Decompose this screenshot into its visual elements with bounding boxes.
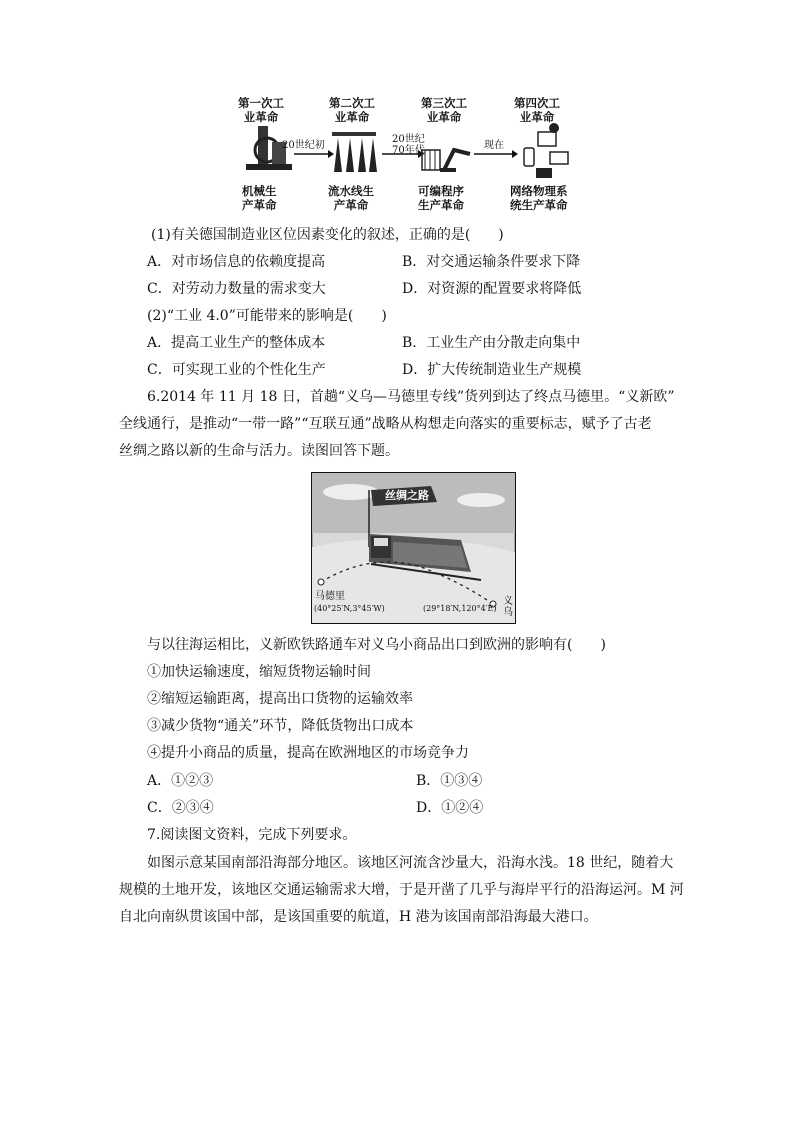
network-devices-icon	[524, 123, 568, 178]
stage1-bottom: 机械生 产革命	[242, 184, 277, 212]
q5-sub1-option-c: C．对劳动力数量的需求变大	[147, 281, 326, 297]
q6-line1: 6.2014 年 11 月 18 日，首趟“义乌—马德里专线”货列到达了终点马德里。“义新欧”	[147, 389, 675, 405]
assembly-line-icon	[332, 132, 377, 172]
q6-item-4: ④提升小商品的质量，提高在欧洲地区的市场竞争力	[147, 745, 469, 761]
q7-line3: 规模的土地开发，该地区交通运输需求大增，于是开凿了几乎与海岸平行的沿海运河。M 河	[119, 882, 684, 898]
q6-item-3: ③减少货物“通关”环节，降低货物出口成本	[147, 718, 414, 734]
yiwu-coord: (29°18′N,120°4′E)	[423, 604, 497, 613]
stage2-top: 第二次工 业革命	[329, 96, 375, 124]
q5-sub2-option-d: D．扩大传统制造业生产规模	[402, 362, 582, 378]
madrid-coord: (40°25′N,3°45′W)	[314, 604, 385, 613]
q5-sub1-option-d: D．对资源的配置要求将降低	[402, 281, 582, 297]
arrow1-label: 20世纪初	[282, 140, 325, 151]
q5-sub2-option-b: B．工业生产由分散走向集中	[402, 335, 581, 351]
stage1-top: 第一次工 业革命	[238, 96, 284, 124]
stage3-top: 第三次工 业革命	[421, 96, 467, 124]
q6-stem: 与以往海运相比，义新欧铁路通车对义乌小商品出口到欧洲的影响有( )	[147, 637, 606, 653]
q6-option-a: A．①②③	[147, 773, 214, 789]
q5-sub2-option-a: A．提高工业生产的整体成本	[147, 335, 326, 351]
stage3-bottom: 可编程序 生产革命	[418, 184, 464, 212]
banner-text: 丝绸之路	[385, 489, 429, 502]
yiwu-label: 义 乌	[503, 596, 513, 618]
q5-sub2-option-c: C．可实现工业的个性化生产	[147, 362, 326, 378]
q7-line1: 7.阅读图文资料，完成下列要求。	[147, 827, 357, 843]
arrow2-label: 20世纪 70年代	[392, 134, 425, 156]
q6-option-d: D．①②④	[416, 800, 484, 816]
q6-option-b: B．①③④	[416, 773, 483, 789]
arrow3-label: 现在	[484, 140, 504, 151]
q5-sub1-option-a: A．对市场信息的依赖度提高	[147, 254, 326, 270]
industrial-revolution-figure	[232, 92, 592, 217]
q7-line2: 如图示意某国南部沿海部分地区。该地区河流含沙量大，沿海水浅。18 世纪，随着大	[147, 855, 674, 871]
q6-item-1: ①加快运输速度，缩短货物运输时间	[147, 664, 371, 680]
robot-arm-icon	[422, 150, 470, 172]
q6-option-c: C．②③④	[147, 800, 214, 816]
madrid-label: 马德里	[315, 591, 345, 602]
q5-sub1-option-b: B．对交通运输条件要求下降	[402, 254, 581, 270]
q6-item-2: ②缩短运输距离，提高出口货物的运输效率	[147, 691, 413, 707]
q7-line4: 自北向南纵贯该国中部，是该国重要的航道，H 港为该国南部沿海最大港口。	[119, 909, 598, 925]
q5-sub1: (1)有关德国制造业区位因素变化的叙述，正确的是( )	[151, 227, 504, 243]
q6-line2: 全线通行，是推动“一带一路”“互联互通”战略从构想走向落实的重要标志，赋予了古老	[119, 416, 652, 432]
q6-line3: 丝绸之路以新的生命与活力。读图回答下题。	[119, 443, 399, 459]
q5-sub2: (2)“工业 4.0”可能带来的影响是( )	[147, 308, 387, 324]
stage4-bottom: 网络物理系 统生产革命	[510, 184, 568, 212]
stage4-top: 第四次工 业革命	[514, 96, 560, 124]
silk-road-train-figure	[311, 472, 516, 624]
stage2-bottom: 流水线生 产革命	[328, 184, 374, 212]
